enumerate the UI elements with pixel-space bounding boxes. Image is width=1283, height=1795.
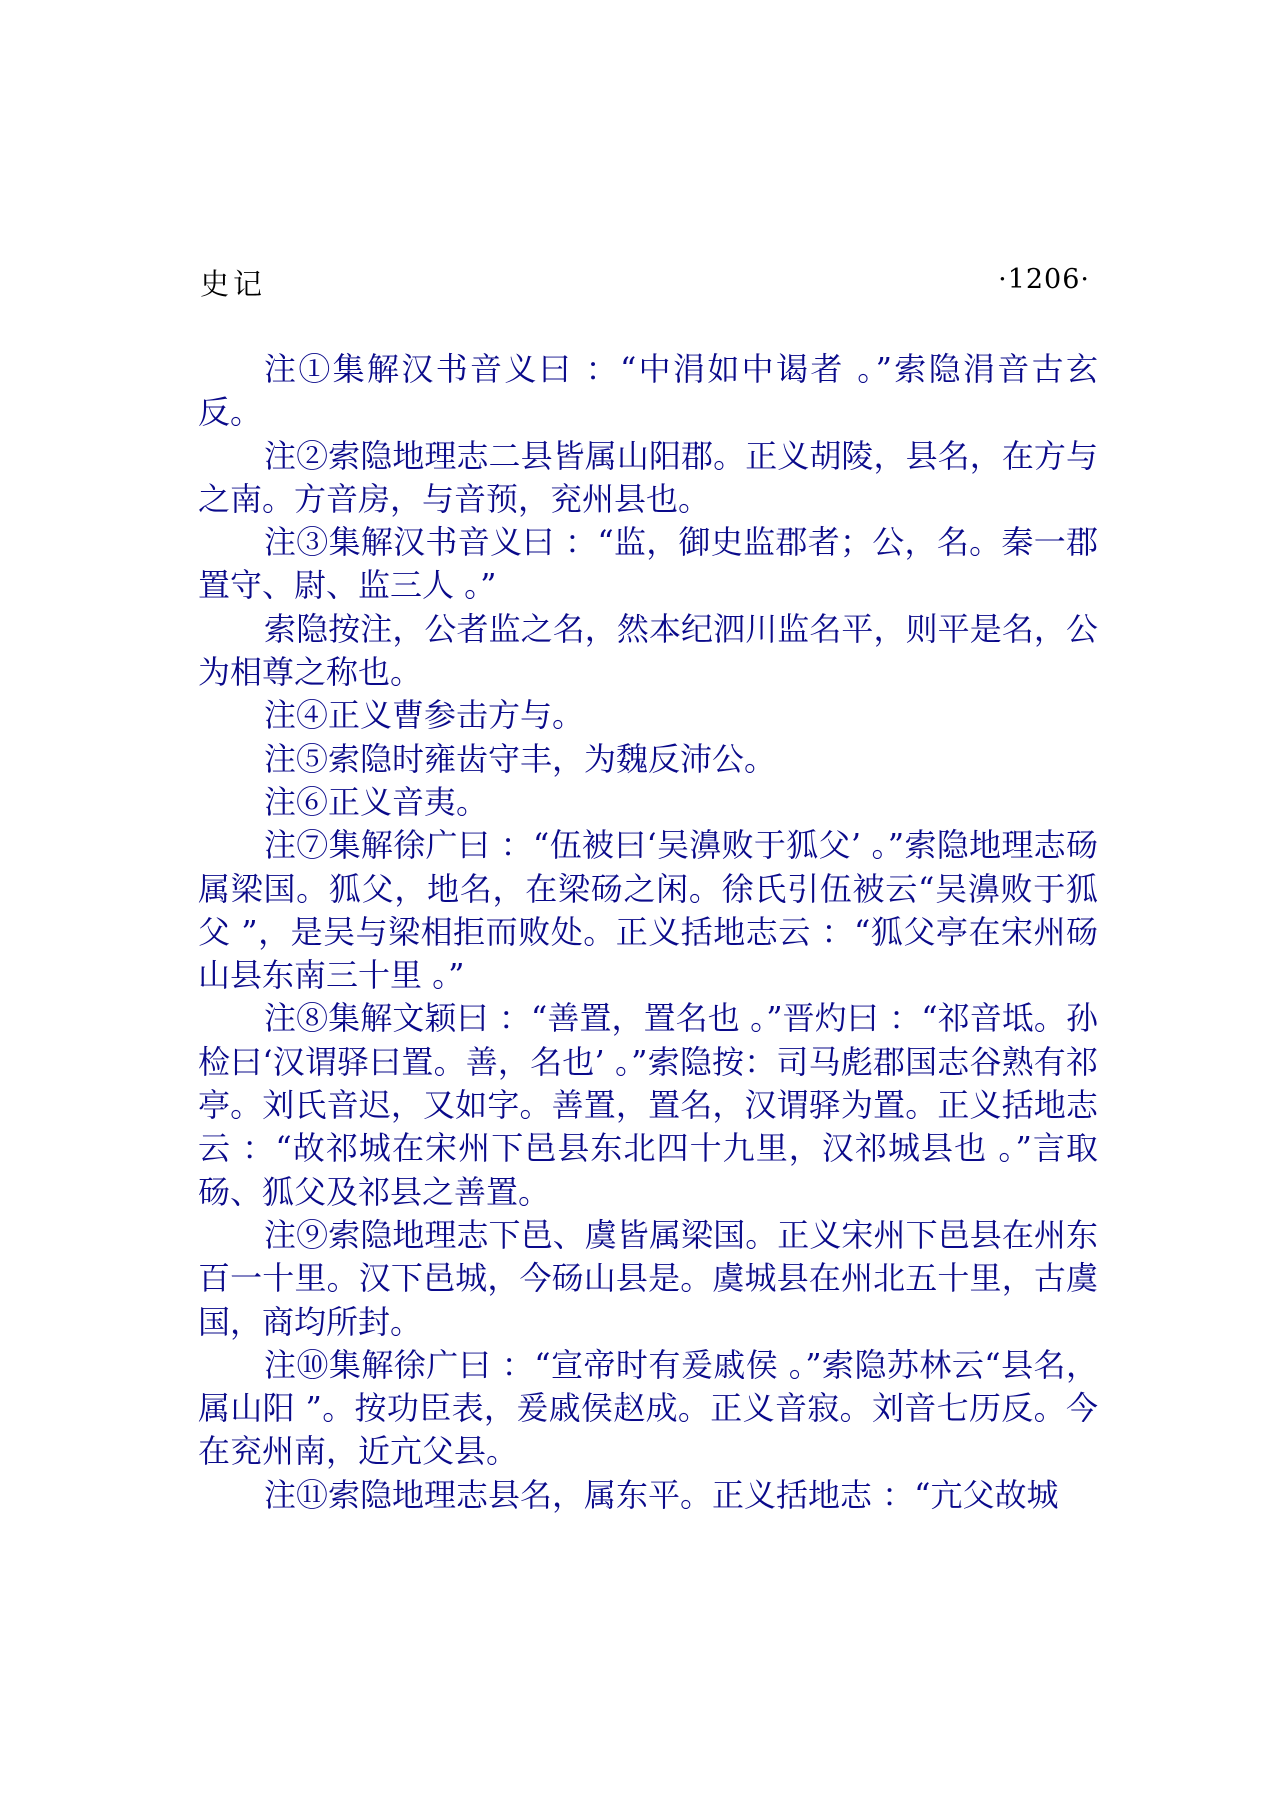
note-paragraph: 注⑪索隐地理志县名，属东平。正义括地志 ：“亢父故城 [264, 1475, 1059, 1514]
note-paragraph: 注⑨索隐地理志下邑、虞皆属梁国。正义宋州下邑县在州东百一十里。汉下邑城，今砀山县是。虞城县在州北五十里，古虞国，商均所封。 [198, 1215, 1098, 1341]
annotation-body [198, 348, 1098, 1517]
note-paragraph: 注⑩集解徐广曰 ：“宣帝时有爰戚侯 。”索隐苏林云“县名，属山阳 ”。按功臣表，爰戚侯赵成。正义音寂。刘音七历反。今在兖州南，近亢父县。 [198, 1345, 1098, 1471]
page-number: ·1206· [998, 264, 1090, 295]
note-paragraph: 注⑦集解徐广曰 ：“伍被曰‘吴濞败于狐父’ 。”索隐地理志砀属梁国。狐父，地名，在梁砀之闲。徐氏引伍被云“吴濞败于狐父 ”，是吴与梁相拒而败处。正义括地志云 ：“狐父亭在宋州砀山县东南三十里 。” [198, 826, 1098, 995]
book-title: 史记 [200, 267, 267, 301]
note-paragraph: 注①集解汉书音义曰 ：“中涓如中谒者 。”索隐涓音古玄反。 [198, 350, 1098, 432]
note-paragraph: 注③集解汉书音义曰 ：“监，御史监郡者；公，名。秦一郡置守、尉、监三人 。” [198, 523, 1098, 605]
note-paragraph: 注②索隐地理志二县皆属山阳郡。正义胡陵，县名，在方与之南。方音房，与音预，兖州县也。 [198, 436, 1098, 518]
page-header [200, 262, 1090, 302]
note-paragraph: 注④正义曹参击方与。 [264, 696, 585, 735]
note-paragraph: 索隐按注，公者监之名，然本纪泗川监名平，则平是名，公为相尊之称也。 [198, 609, 1098, 692]
note-paragraph: 注⑤索隐时雍齿守丰，为魏反沛公。 [264, 739, 777, 778]
note-paragraph: 注⑧集解文颖曰 ：“善置，置名也 。”晋灼曰 ：“祁音坻。孙检曰‘汉谓驿曰置。善，名也’ 。”索隐按：司马彪郡国志谷熟有祁亭。刘氏音迟，又如字。善置，置名，汉谓驿为置。正义括地志云 ：“故祁城在宋州下邑县东北四十九里，汉祁城县也 。”言取砀、狐父及祁县之善置。 [198, 999, 1098, 1211]
note-paragraph: 注⑥正义音夷。 [264, 782, 489, 821]
